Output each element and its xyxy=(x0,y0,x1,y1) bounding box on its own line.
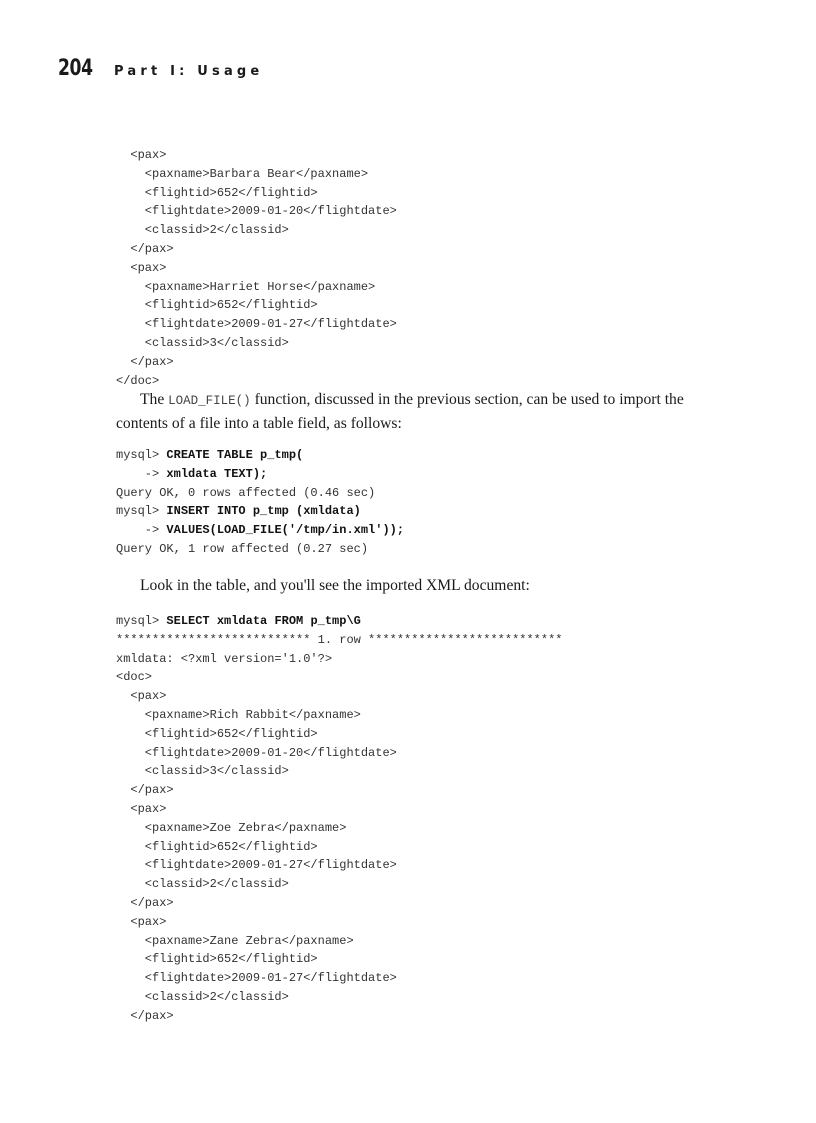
code-line: xmldata: <?xml version='1.0'?> xyxy=(116,651,333,666)
code-line: </pax> xyxy=(116,241,174,256)
code-line: <paxname>Barbara Bear</paxname> xyxy=(116,166,369,181)
code-line: <pax> xyxy=(116,260,167,275)
code-command: VALUES(LOAD_FILE('/tmp/in.xml')); xyxy=(166,523,405,538)
code-line xyxy=(116,540,404,559)
mysql-select-block xyxy=(116,612,562,1044)
code-line: <paxname>Zoe Zebra</paxname> xyxy=(116,820,347,835)
code-line: <flightid>652</flightid> xyxy=(116,726,318,741)
page-number: 204 xyxy=(58,56,93,81)
code-line: </pax> xyxy=(116,354,174,369)
paragraph-text: function, discussed in the previous section, can be used to import the contents of a file into a table field, as follows: xyxy=(116,391,684,432)
xml-code-block xyxy=(116,146,397,409)
code-line: <classid>2</classid> xyxy=(116,877,289,892)
paragraph-text: The xyxy=(140,391,169,408)
code-line: <classid>2</classid> xyxy=(116,989,289,1004)
code-line: </doc> xyxy=(116,373,160,388)
code-command: INSERT INTO p_tmp (xmldata) xyxy=(166,504,361,519)
code-line xyxy=(116,612,562,631)
code-line: <classid>3</classid> xyxy=(116,764,289,779)
code-command: SELECT xmldata FROM p_tmp\G xyxy=(166,614,361,628)
code-line: <flightdate>2009-01-20</flightdate> xyxy=(116,204,397,219)
code-line: <flightdate>2009-01-27</flightdate> xyxy=(116,971,397,986)
code-line: <pax> xyxy=(116,148,167,162)
code-line: <flightid>652</flightid> xyxy=(116,839,318,854)
code-line: <pax> xyxy=(116,914,167,929)
running-header xyxy=(58,56,263,86)
code-line xyxy=(116,484,404,503)
code-prefix: mysql> xyxy=(116,448,167,462)
code-line: <pax> xyxy=(116,689,167,704)
code-line: </pax> xyxy=(116,783,174,798)
code-line xyxy=(116,446,404,465)
code-line: <paxname>Rich Rabbit</paxname> xyxy=(116,707,361,722)
code-line: <flightdate>2009-01-27</flightdate> xyxy=(116,317,397,332)
code-line: <flightid>652</flightid> xyxy=(116,952,318,967)
code-line: </pax> xyxy=(116,1008,174,1023)
body-paragraph-load-file xyxy=(116,389,716,434)
code-command: CREATE TABLE p_tmp( xyxy=(166,448,304,462)
paragraph-text: Look in the table, and you'll see the imported XML document: xyxy=(140,577,530,594)
code-line: <doc> xyxy=(116,670,153,685)
code-line: <flightdate>2009-01-20</flightdate> xyxy=(116,745,397,760)
code-prefix: Query OK, 0 rows affected (0.46 sec) xyxy=(116,485,376,500)
code-line: <paxname>Harriet Horse</paxname> xyxy=(116,279,376,294)
code-line: <paxname>Zane Zebra</paxname> xyxy=(116,933,354,948)
code-prefix: Query OK, 1 row affected (0.27 sec) xyxy=(116,541,369,556)
code-line xyxy=(116,465,404,484)
code-prefix: -> xyxy=(116,523,167,538)
code-line: <classid>2</classid> xyxy=(116,223,289,238)
body-paragraph-look-in-table xyxy=(116,575,716,597)
code-prefix: -> xyxy=(116,466,167,481)
mysql-session-block xyxy=(116,446,404,578)
code-line xyxy=(116,521,404,540)
code-prefix: mysql> xyxy=(116,504,167,519)
code-command: xmldata TEXT); xyxy=(166,466,268,481)
code-line: <flightid>652</flightid> xyxy=(116,185,318,200)
code-line: </pax> xyxy=(116,895,174,910)
part-title: Part I: Usage xyxy=(114,64,264,79)
code-line xyxy=(116,502,404,521)
code-line: *************************** 1. row *************************** xyxy=(116,632,563,647)
code-line: <pax> xyxy=(116,801,167,816)
code-line: <classid>3</classid> xyxy=(116,335,289,350)
inline-code: LOAD_FILE() xyxy=(168,394,251,408)
code-prefix: mysql> xyxy=(116,614,167,628)
code-line: <flightdate>2009-01-27</flightdate> xyxy=(116,858,397,873)
code-line: <flightid>652</flightid> xyxy=(116,298,318,313)
